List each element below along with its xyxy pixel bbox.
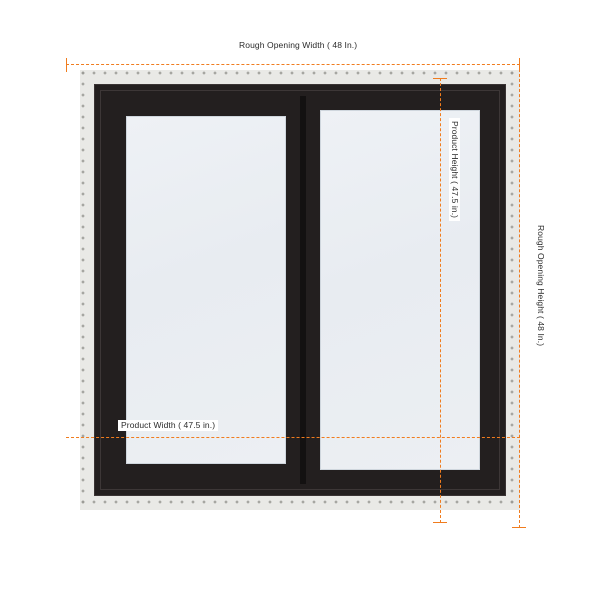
rough-opening-height-line [519, 64, 520, 528]
product-height-label: Product Height ( 47.5 in.) [449, 118, 460, 221]
product-height-tick-top [433, 78, 447, 79]
glass-pane-left [126, 116, 286, 464]
rough-opening-width-label: Rough Opening Width ( 48 In.) [236, 40, 360, 51]
nail-fin-top [80, 70, 520, 81]
product-height-line [440, 78, 441, 523]
nail-fin-left [80, 70, 91, 510]
rough-opening-height-label: Rough Opening Height ( 48 In.) [535, 222, 546, 349]
window-sash-right [306, 96, 494, 484]
window-frame [94, 84, 506, 496]
nail-fin-bottom [80, 499, 520, 510]
product-width-line [66, 437, 520, 438]
rough-opening-width-line [66, 64, 520, 65]
product-height-tick-bottom [433, 522, 447, 523]
product-width-label: Product Width ( 47.5 in.) [118, 420, 218, 431]
rough-opening-width-tick-left [66, 58, 67, 72]
rough-opening-height-tick-bottom [512, 527, 526, 528]
